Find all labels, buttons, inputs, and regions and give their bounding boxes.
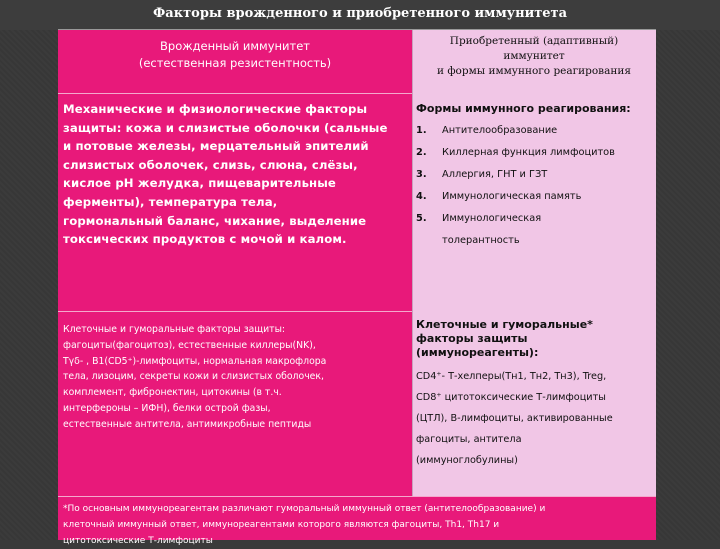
- mechanical-factors-cell: [58, 94, 412, 312]
- text-line: CD8⁺ цитотоксические Т-лимфоциты: [416, 392, 606, 403]
- list-text: Иммунологическая память: [442, 191, 582, 202]
- text-line: слизистых оболочек, слизь, слюна, слёзы,: [63, 157, 358, 172]
- text-line: интерфероны – ИФН), белки острой фазы,: [63, 402, 271, 414]
- header-innate: [58, 30, 412, 94]
- list-number: 4.: [416, 191, 427, 202]
- list-number: 3.: [416, 169, 427, 180]
- text-line: (иммунореагенты):: [416, 346, 539, 359]
- text-line: фагоциты, антитела: [416, 434, 522, 445]
- forms-title: Формы иммунного реагирования:: [416, 102, 631, 115]
- list-number: 2.: [416, 147, 427, 158]
- text-line: комплемент, фибронектин, цитокины (в т.ч.: [63, 387, 282, 399]
- column-divider: [412, 30, 413, 496]
- text-line: ферменты), температура тела,: [63, 194, 278, 209]
- text-line: фагоциты(фагоцитоз), естественные киллеры(NK),: [63, 339, 316, 351]
- header-adaptive-line3: и формы иммунного реагирования: [437, 65, 631, 77]
- text-line: кислое pH желудка, пищеварительные: [63, 176, 336, 191]
- text-line: токсических продуктов с мочой и калом.: [63, 232, 347, 247]
- header-innate-line2: (естественная резистентность): [138, 56, 332, 70]
- list-item: [416, 125, 656, 147]
- header-adaptive-line2: иммунитет: [503, 50, 565, 62]
- list-number: 5.: [416, 213, 427, 224]
- text-line: Механические и физиологические факторы: [63, 102, 368, 116]
- text-line: защиты: кожа и слизистые оболочки (сальные: [63, 120, 388, 135]
- list-item: [416, 147, 656, 169]
- text-line: (иммуноглобулины): [416, 455, 518, 466]
- list-text: толерантность: [442, 235, 520, 246]
- text-line: тела, лизоцим, секреты кожи и слизистых оболочек,: [63, 371, 324, 383]
- immunoreagents-heading: [416, 318, 656, 360]
- text-line: гормональный баланс, чихание, выделение: [63, 213, 367, 228]
- slide-title: Факторы врожденного и приобретенного иммунитета: [152, 6, 568, 21]
- cellular-humoral-innate-cell: [58, 312, 412, 496]
- text-line: цитотоксические Т-лимфоциты: [63, 536, 213, 546]
- text-line: Tγδ- , B1(CD5⁺)-лимфоциты, нормальная макрофлора: [63, 355, 327, 367]
- text-line: *По основным иммунореагентам различают гуморальный иммунный ответ (антителообразование) и: [63, 504, 546, 514]
- text-line: (ЦТЛ), В-лимфоциты, активированные: [416, 413, 613, 424]
- immunoreagents-list: [416, 366, 656, 471]
- list-item: [416, 213, 656, 235]
- list-number: 1.: [416, 125, 427, 136]
- text-line: CD4⁺- Т-хелперы(Тн1, Тн2, Тн3), Treg,: [416, 371, 607, 382]
- immunoreagents-cell: [412, 312, 656, 496]
- list-text: Антителообразование: [442, 125, 558, 136]
- header-innate-line1: Врожденный иммунитет: [160, 39, 310, 53]
- footnote: [58, 496, 656, 546]
- text-line: естественные антитела, антимикробные пептиды: [63, 418, 312, 430]
- list-text: Иммунологическая: [442, 213, 542, 224]
- text-line: Клеточные и гуморальные*: [416, 318, 593, 331]
- text-line: и потовые железы, мерцательный эпителий: [63, 139, 369, 154]
- header-adaptive-line1: Приобретенный (адаптивный): [449, 35, 619, 47]
- immune-response-forms-cell: [412, 94, 656, 312]
- header-adaptive: [412, 30, 656, 94]
- text-line: Клеточные и гуморальные факторы защиты:: [63, 324, 286, 335]
- list-text: Киллерная функция лимфоцитов: [442, 147, 615, 158]
- text-line: клеточный иммунный ответ, иммунореагентами которого являются фагоциты, Th1, Th17 и: [63, 520, 500, 530]
- list-item: [416, 191, 656, 213]
- immunity-table: [58, 30, 656, 546]
- list-item: [416, 169, 656, 191]
- text-line: факторы защиты: [416, 332, 528, 345]
- list-item-continuation: [416, 235, 656, 257]
- list-text: Аллергия, ГНТ и ГЗТ: [442, 169, 548, 180]
